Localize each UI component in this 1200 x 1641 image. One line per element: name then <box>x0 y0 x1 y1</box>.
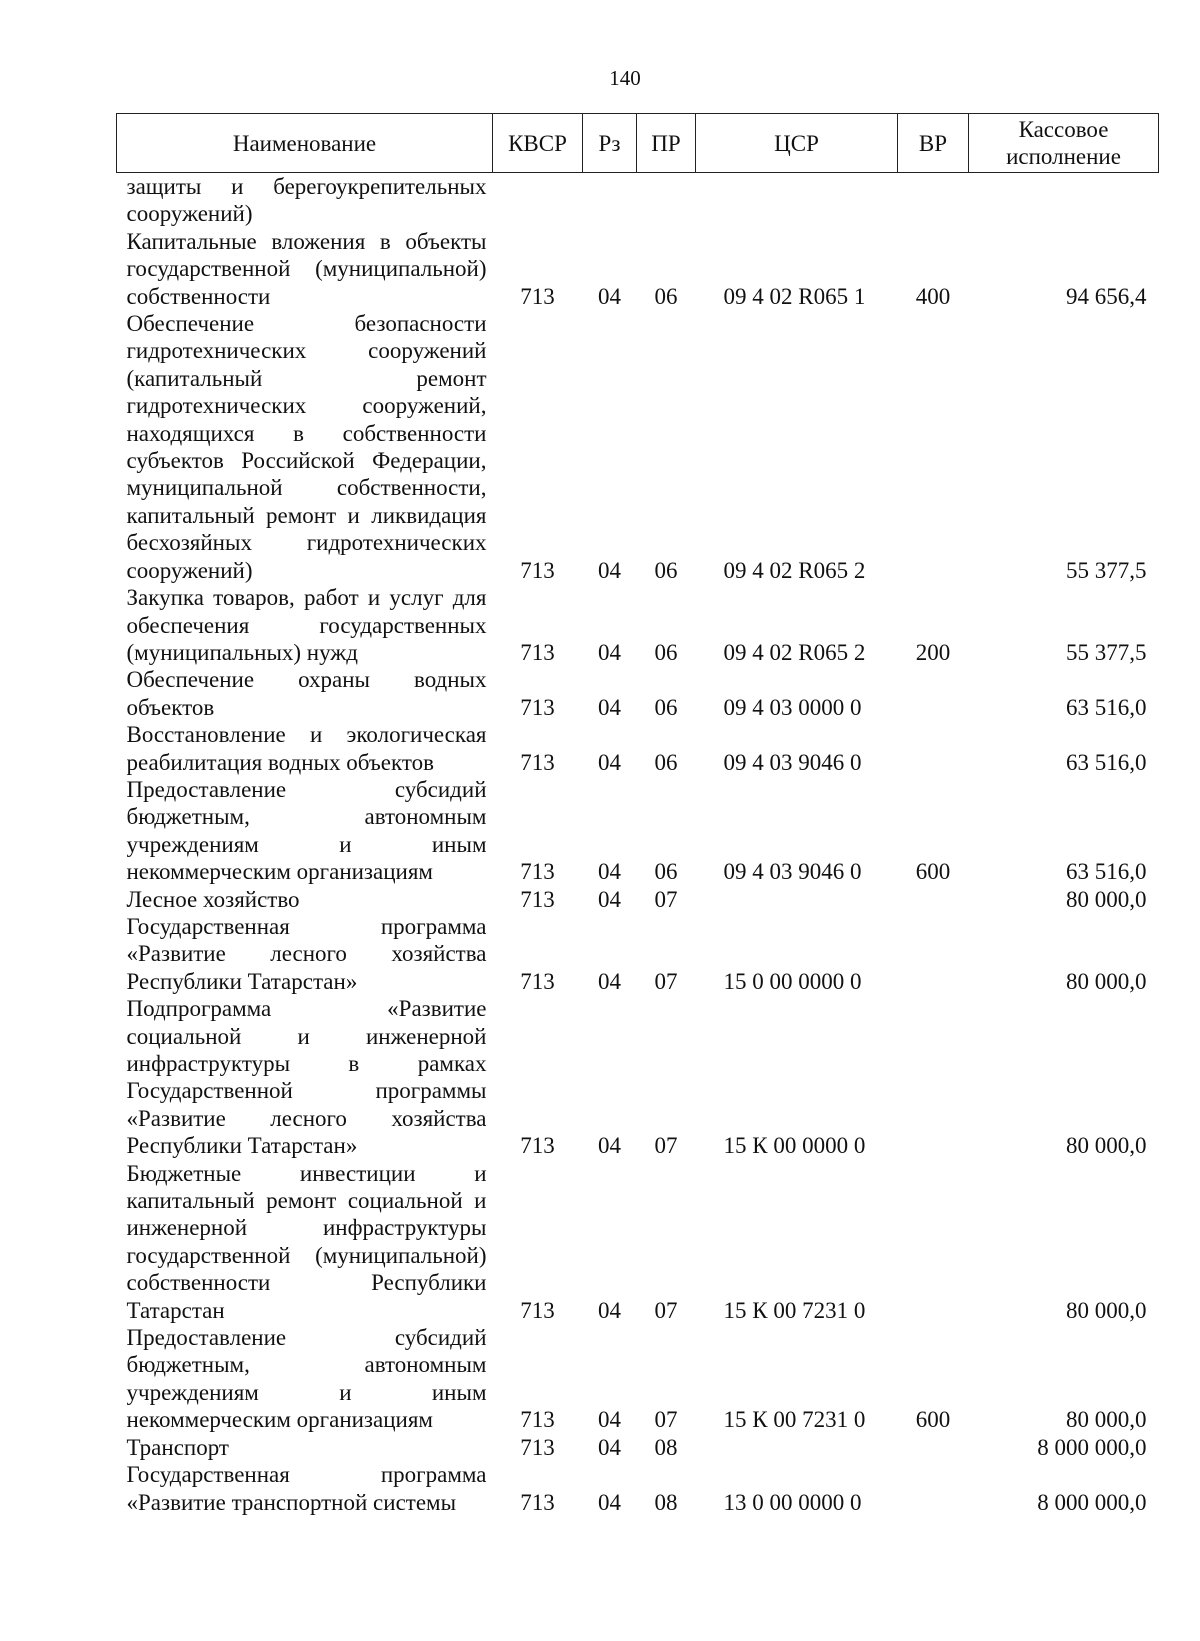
header-rz: Рз <box>583 114 637 173</box>
cell-csr: 15 0 00 0000 0 <box>723 968 862 994</box>
cell-vr <box>898 913 969 995</box>
cell-pr: 06 <box>654 283 678 309</box>
cell-pr: 06 <box>654 694 678 720</box>
cell-csr <box>696 886 898 913</box>
cell-csr: 13 0 00 0000 0 <box>723 1489 862 1515</box>
cell-pr: 06 <box>654 859 678 885</box>
cell-rz: 04 <box>598 694 621 720</box>
header-sum-line1: Кассовое <box>1018 117 1109 142</box>
page-number: 140 <box>609 66 641 90</box>
cell-name: Обеспечение охраны водных объектов <box>126 667 487 720</box>
cell-pr: 06 <box>654 557 678 583</box>
cell-kvsr: 713 <box>520 694 555 720</box>
cell-csr: 09 4 03 9046 0 <box>723 749 862 775</box>
table-row <box>117 228 1159 310</box>
table-row <box>117 1160 1159 1324</box>
cell-rz: 04 <box>598 1133 621 1159</box>
cell-vr: 400 <box>915 283 951 309</box>
cell-name: Государственная программа «Развитие транспортной системы <box>126 1462 487 1515</box>
cell-vr: 600 <box>915 1407 951 1433</box>
cell-rz: 04 <box>598 749 621 775</box>
cell-sum: 55 377,5 <box>1066 639 1147 665</box>
table-row <box>117 886 1159 913</box>
cell-csr: 15 К 00 7231 0 <box>723 1407 866 1433</box>
table-body <box>117 173 1159 1516</box>
budget-table <box>116 113 1159 1516</box>
cell-pr: 08 <box>654 1434 678 1460</box>
header-sum <box>969 114 1159 173</box>
cell-vr <box>898 666 969 721</box>
cell-sum: 80 000,0 <box>1066 1407 1147 1433</box>
cell-vr <box>898 1461 969 1516</box>
cell-pr: 07 <box>654 968 678 994</box>
cell-kvsr <box>493 173 583 228</box>
header-sum-line2: исполнение <box>1006 144 1121 169</box>
cell-vr <box>898 1160 969 1324</box>
cell-rz: 04 <box>598 1434 621 1460</box>
cell-pr <box>637 173 696 228</box>
cell-sum: 94 656,4 <box>1066 283 1147 309</box>
cell-kvsr: 713 <box>520 1133 555 1159</box>
table-row <box>117 666 1159 721</box>
cell-rz: 04 <box>598 859 621 885</box>
cell-sum: 63 516,0 <box>1066 694 1147 720</box>
cell-vr <box>898 173 969 228</box>
table-row <box>117 721 1159 776</box>
cell-csr: 09 4 02 R065 2 <box>723 557 866 583</box>
cell-rz: 04 <box>598 283 621 309</box>
cell-sum: 63 516,0 <box>1066 749 1147 775</box>
cell-rz <box>583 173 637 228</box>
cell-kvsr: 713 <box>520 859 555 885</box>
cell-rz: 04 <box>598 557 621 583</box>
cell-name: защиты и берегоукрепительных сооружений) <box>126 174 487 227</box>
cell-name: Предоставление субсидий бюджетным, автономным учреждениям и иным некоммерческим организациям <box>126 1325 487 1433</box>
cell-sum <box>969 173 1159 228</box>
cell-sum: 80 000,0 <box>1066 1297 1147 1323</box>
cell-sum: 8 000 000,0 <box>1037 1434 1147 1460</box>
cell-name: Восстановление и экологическая реабилитация водных объектов <box>126 722 487 775</box>
cell-kvsr: 713 <box>520 639 555 665</box>
cell-kvsr: 713 <box>520 886 555 912</box>
table-row <box>117 584 1159 666</box>
cell-name: Бюджетные инвестиции и капитальный ремонт социальной и инженерной инфраструктуры государственной (муниципальной) собственности Республики Татарстан <box>126 1160 487 1323</box>
cell-kvsr: 713 <box>520 1297 555 1323</box>
cell-pr: 07 <box>654 1407 678 1433</box>
cell-pr: 07 <box>654 886 678 912</box>
cell-sum: 80 000,0 <box>1066 1133 1147 1159</box>
cell-pr: 08 <box>654 1489 678 1515</box>
cell-sum: 80 000,0 <box>1066 968 1147 994</box>
table-header <box>117 114 1159 173</box>
cell-csr: 15 К 00 7231 0 <box>723 1297 866 1323</box>
cell-name: Предоставление субсидий бюджетным, автономным учреждениям и иным некоммерческим организациям <box>126 776 487 885</box>
cell-kvsr: 713 <box>520 1434 555 1460</box>
cell-name: Транспорт <box>126 1434 229 1460</box>
cell-rz: 04 <box>598 886 621 912</box>
cell-csr: 09 4 03 0000 0 <box>723 694 862 720</box>
cell-name: Закупка товаров, работ и услуг для обеспечения государственных (муниципальных) нужд <box>126 585 487 665</box>
cell-csr <box>696 173 898 228</box>
cell-sum: 55 377,5 <box>1066 557 1147 583</box>
cell-kvsr: 713 <box>520 557 555 583</box>
cell-kvsr: 713 <box>520 1407 555 1433</box>
cell-rz: 04 <box>598 1407 621 1433</box>
header-csr: ЦСР <box>696 114 898 173</box>
cell-vr <box>898 721 969 776</box>
cell-sum: 8 000 000,0 <box>1037 1489 1147 1515</box>
cell-vr <box>898 886 969 913</box>
cell-name: Лесное хозяйство <box>126 886 300 912</box>
cell-csr <box>696 1434 898 1461</box>
cell-sum: 63 516,0 <box>1066 859 1147 885</box>
cell-kvsr: 713 <box>520 749 555 775</box>
cell-sum: 80 000,0 <box>1066 886 1147 912</box>
header-kvsr: КВСР <box>493 114 583 173</box>
table-row <box>117 1461 1159 1516</box>
cell-vr <box>898 995 969 1159</box>
cell-name: Капитальные вложения в объекты государственной (муниципальной) собственности <box>126 228 487 309</box>
table-row <box>117 995 1159 1159</box>
cell-vr <box>898 310 969 584</box>
table-row <box>117 1434 1159 1461</box>
cell-pr: 07 <box>654 1297 678 1323</box>
cell-rz: 04 <box>598 639 621 665</box>
cell-name: Государственная программа «Развитие лесного хозяйства Республики Татарстан» <box>126 913 487 994</box>
table-row <box>117 776 1159 886</box>
cell-csr: 09 4 02 R065 2 <box>723 639 866 665</box>
header-pr: ПР <box>637 114 696 173</box>
header-vr: ВР <box>898 114 969 173</box>
cell-kvsr: 713 <box>520 283 555 309</box>
table-row <box>117 913 1159 995</box>
cell-rz: 04 <box>598 1489 621 1515</box>
cell-rz: 04 <box>598 1297 621 1323</box>
cell-pr: 06 <box>654 749 678 775</box>
header-name: Наименование <box>117 114 493 173</box>
cell-name: Подпрограмма «Развитие социальной и инженерной инфраструктуры в рамках Государственной программы «Развитие лесного хозяйства Республики Татарстан» <box>126 996 487 1159</box>
cell-rz: 04 <box>598 968 621 994</box>
cell-kvsr: 713 <box>520 968 555 994</box>
cell-pr: 06 <box>654 639 678 665</box>
cell-name: Обеспечение безопасности гидротехнических сооружений (капитальный ремонт гидротехнических сооружений, находящихся в собственности субъектов Российской Федерации, муниципальной собственности, капитальный ремонт и ликвидация бесхозяйных гидротехнических сооружений) <box>126 311 487 583</box>
cell-kvsr: 713 <box>520 1489 555 1515</box>
cell-vr <box>898 1434 969 1461</box>
cell-csr: 15 К 00 0000 0 <box>723 1133 866 1159</box>
cell-pr: 07 <box>654 1133 678 1159</box>
table-row <box>117 1324 1159 1434</box>
cell-vr: 600 <box>915 859 951 885</box>
cell-csr: 09 4 03 9046 0 <box>723 859 862 885</box>
cell-csr: 09 4 02 R065 1 <box>723 283 866 309</box>
table-row <box>117 173 1159 228</box>
table-row <box>117 310 1159 584</box>
cell-vr: 200 <box>915 639 951 665</box>
